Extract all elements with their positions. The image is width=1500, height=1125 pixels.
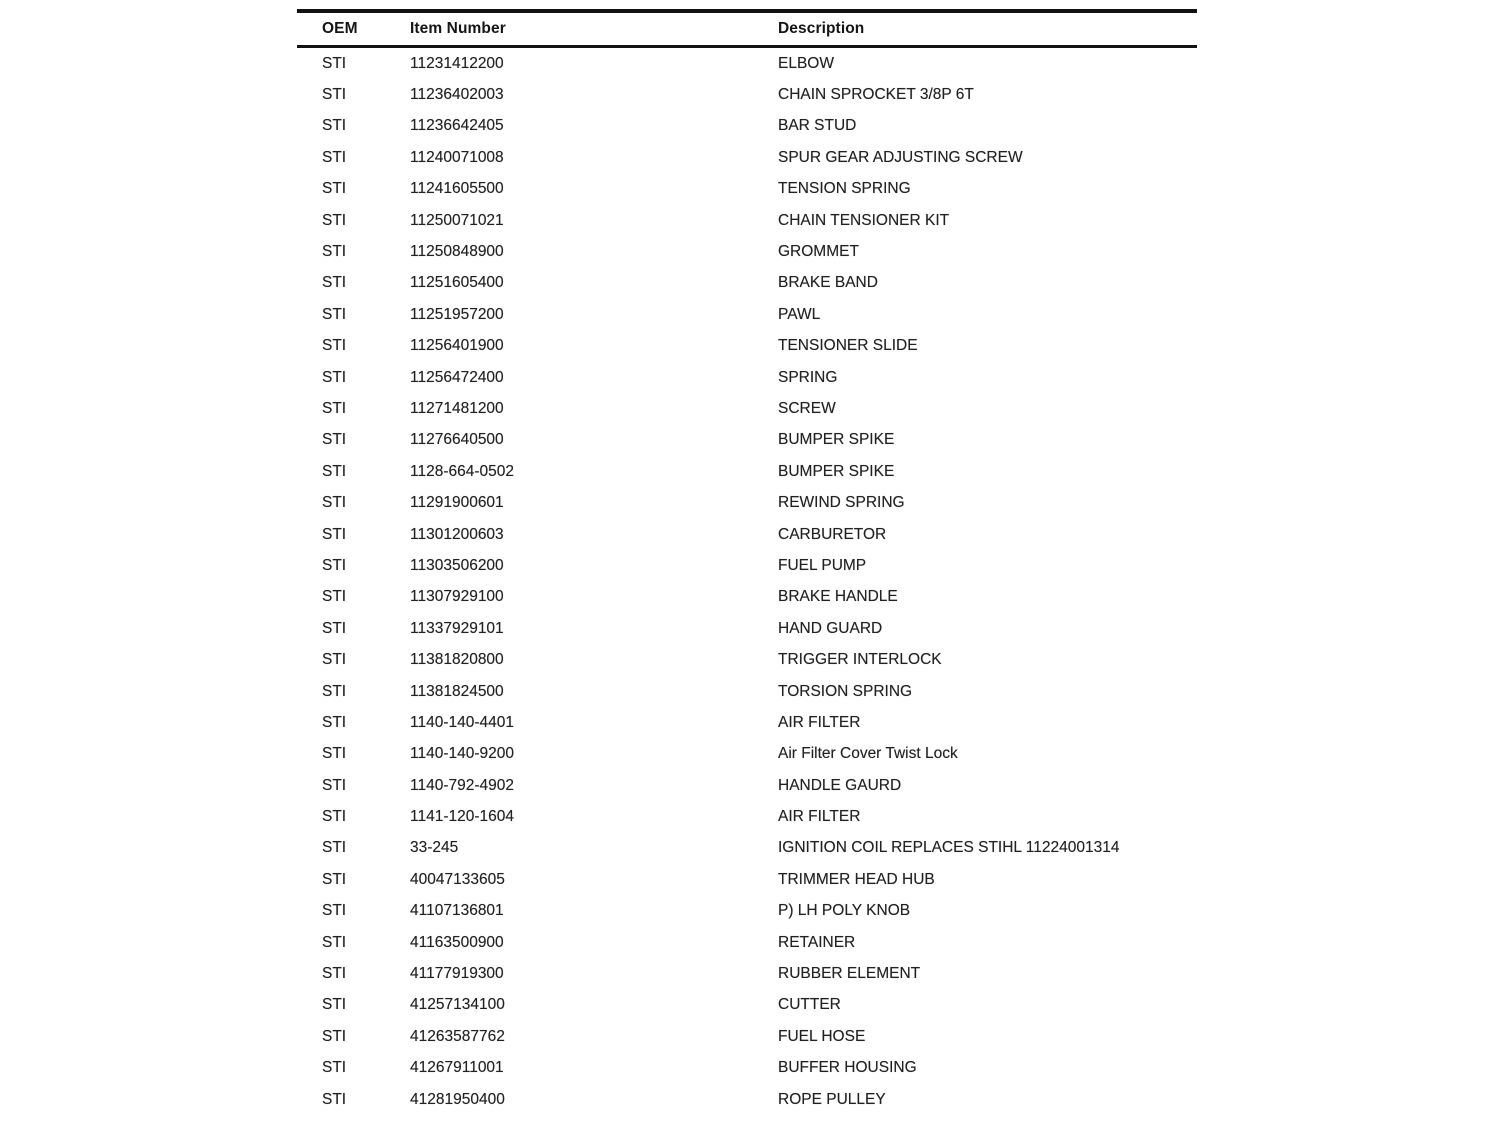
table-row [297, 299, 1197, 330]
item-number-cell: 40047133605 [410, 870, 505, 888]
table-row [297, 613, 1197, 644]
table-row [297, 362, 1197, 393]
item-number-cell: 11236642405 [410, 117, 504, 135]
table-row [297, 864, 1197, 895]
description-cell: BUMPER SPIKE [778, 462, 895, 480]
oem-cell: STI [322, 1090, 347, 1108]
table-row [297, 1053, 1197, 1084]
oem-cell: STI [322, 996, 347, 1014]
table-row [297, 456, 1197, 487]
table-body [297, 47, 1197, 1116]
oem-cell: STI [322, 839, 347, 857]
description-cell: ROPE PULLEY [778, 1090, 886, 1108]
table-row [297, 268, 1197, 299]
description-cell: HANDLE GAURD [778, 776, 902, 794]
table-row [297, 927, 1197, 958]
table-row [297, 1084, 1197, 1115]
table-row [297, 331, 1197, 362]
description-cell: BUFFER HOUSING [778, 1059, 917, 1077]
oem-cell: STI [322, 745, 347, 763]
oem-cell: STI [322, 86, 347, 104]
item-number-cell: 1140-792-4902 [410, 776, 514, 794]
table-row [297, 833, 1197, 864]
oem-cell: STI [322, 525, 347, 543]
description-cell: REWIND SPRING [778, 494, 905, 512]
item-number-cell: 1140-140-9200 [410, 745, 514, 763]
oem-cell: STI [322, 1059, 347, 1077]
item-number-cell: 41267911001 [410, 1059, 504, 1077]
table-header [297, 11, 1197, 47]
oem-cell: STI [322, 54, 347, 72]
item-number-cell: 11241605500 [410, 180, 504, 198]
oem-cell: STI [322, 588, 347, 606]
item-number-cell: 11276640500 [410, 431, 504, 449]
description-cell: FUEL HOSE [778, 1027, 866, 1045]
item-number-cell: 41263587762 [410, 1027, 505, 1045]
table-row [297, 550, 1197, 581]
oem-cell: STI [322, 180, 347, 198]
item-number-cell: 11250848900 [410, 243, 504, 261]
table-row [297, 393, 1197, 424]
column-header-oem: OEM [297, 11, 410, 47]
description-cell: BAR STUD [778, 117, 857, 135]
description-cell: TRIMMER HEAD HUB [778, 870, 935, 888]
table-row [297, 47, 1197, 80]
description-cell: BRAKE HANDLE [778, 588, 898, 606]
item-number-cell: 11381824500 [410, 682, 504, 700]
column-header-description: Description [778, 11, 1197, 47]
parts-table [297, 9, 1197, 1115]
oem-cell: STI [322, 682, 347, 700]
description-cell: AIR FILTER [778, 808, 861, 826]
item-number-cell: 11231412200 [410, 54, 504, 72]
table-row [297, 519, 1197, 550]
item-number-cell: 41107136801 [410, 902, 504, 920]
item-number-cell: 1141-120-1604 [410, 808, 514, 826]
description-cell: TENSIONER SLIDE [778, 337, 918, 355]
item-number-cell: 11251605400 [410, 274, 504, 292]
description-cell: TRIGGER INTERLOCK [778, 651, 942, 669]
table-row [297, 111, 1197, 142]
oem-cell: STI [322, 619, 347, 637]
description-cell: HAND GUARD [778, 619, 883, 637]
oem-cell: STI [322, 933, 347, 951]
item-number-cell: 41257134100 [410, 996, 505, 1014]
description-cell: CUTTER [778, 996, 841, 1014]
table-row [297, 896, 1197, 927]
oem-cell: STI [322, 274, 347, 292]
item-number-cell: 11307929100 [410, 588, 504, 606]
item-number-cell: 11271481200 [410, 399, 504, 417]
table-row [297, 739, 1197, 770]
description-cell: GROMMET [778, 243, 859, 261]
oem-cell: STI [322, 243, 347, 261]
description-cell: SCREW [778, 399, 836, 417]
description-cell: PAWL [778, 305, 821, 323]
description-cell: SPRING [778, 368, 838, 386]
table-row [297, 707, 1197, 738]
table-row [297, 236, 1197, 267]
item-number-cell: 33-245 [410, 839, 459, 857]
item-number-cell: 11291900601 [410, 494, 504, 512]
oem-cell: STI [322, 148, 347, 166]
table-row [297, 487, 1197, 518]
item-number-cell: 11301200603 [410, 525, 504, 543]
oem-cell: STI [322, 305, 347, 323]
table-row [297, 801, 1197, 832]
table-row [297, 1021, 1197, 1052]
item-number-cell: 11381820800 [410, 651, 504, 669]
description-cell: ELBOW [778, 54, 834, 72]
oem-cell: STI [322, 462, 347, 480]
item-number-cell: 11256401900 [410, 337, 504, 355]
description-cell: BUMPER SPIKE [778, 431, 895, 449]
description-cell: FUEL PUMP [778, 556, 867, 574]
item-number-cell: 11303506200 [410, 556, 504, 574]
item-number-cell: 41281950400 [410, 1090, 505, 1108]
description-cell: SPUR GEAR ADJUSTING SCREW [778, 148, 1023, 166]
table-row [297, 958, 1197, 989]
description-cell: CARBURETOR [778, 525, 887, 543]
oem-cell: STI [322, 870, 347, 888]
description-cell: P) LH POLY KNOB [778, 902, 911, 920]
oem-cell: STI [322, 713, 347, 731]
oem-cell: STI [322, 651, 347, 669]
item-number-cell: 11256472400 [410, 368, 504, 386]
item-number-cell: 11250071021 [410, 211, 504, 229]
oem-cell: STI [322, 1027, 347, 1045]
item-number-cell: 11337929101 [410, 619, 504, 637]
description-cell: CHAIN SPROCKET 3/8P 6T [778, 86, 974, 104]
table-row [297, 142, 1197, 173]
item-number-cell: 41177919300 [410, 965, 504, 983]
table-row [297, 676, 1197, 707]
table-row [297, 174, 1197, 205]
oem-cell: STI [322, 556, 347, 574]
oem-cell: STI [322, 494, 347, 512]
description-cell: TORSION SPRING [778, 682, 913, 700]
table-row [297, 644, 1197, 675]
description-cell: Air Filter Cover Twist Lock [778, 745, 958, 763]
item-number-cell: 11251957200 [410, 305, 504, 323]
table-row [297, 205, 1197, 236]
oem-cell: STI [322, 399, 347, 417]
description-cell: AIR FILTER [778, 713, 861, 731]
item-number-cell: 1128-664-0502 [410, 462, 514, 480]
table-row [297, 79, 1197, 110]
oem-cell: STI [322, 776, 347, 794]
item-number-cell: 11240071008 [410, 148, 504, 166]
description-cell: BRAKE BAND [778, 274, 878, 292]
table-row [297, 425, 1197, 456]
parts-table-container [297, 9, 1197, 1115]
oem-cell: STI [322, 965, 347, 983]
description-cell: TENSION SPRING [778, 180, 911, 198]
description-cell: CHAIN TENSIONER KIT [778, 211, 950, 229]
oem-cell: STI [322, 211, 347, 229]
oem-cell: STI [322, 902, 347, 920]
table-header-row [297, 11, 1197, 47]
item-number-cell: 11236402003 [410, 86, 504, 104]
oem-cell: STI [322, 337, 347, 355]
description-cell: RETAINER [778, 933, 856, 951]
oem-cell: STI [322, 431, 347, 449]
column-header-item-number: Item Number [410, 11, 778, 47]
description-cell: RUBBER ELEMENT [778, 965, 921, 983]
table-row [297, 770, 1197, 801]
oem-cell: STI [322, 368, 347, 386]
oem-cell: STI [322, 808, 347, 826]
description-cell: IGNITION COIL REPLACES STIHL 11224001314 [778, 839, 1120, 857]
table-row [297, 582, 1197, 613]
item-number-cell: 1140-140-4401 [410, 713, 514, 731]
oem-cell: STI [322, 117, 347, 135]
item-number-cell: 41163500900 [410, 933, 504, 951]
table-row [297, 990, 1197, 1021]
